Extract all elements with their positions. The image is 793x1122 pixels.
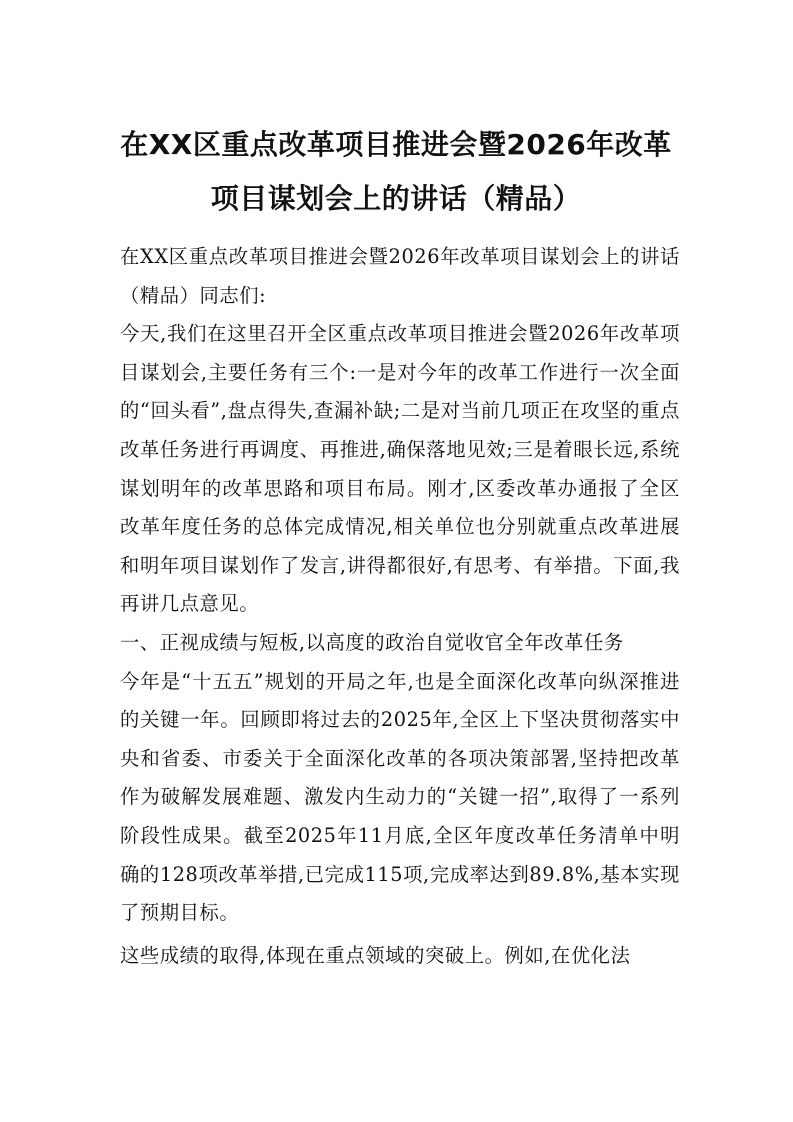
section-heading-1: 一、正视成绩与短板,以高度的政治自觉收官全年改革任务 <box>120 630 624 654</box>
title-line-1: 在XX区重点改革项目推进会暨2026年改革 <box>120 128 672 161</box>
paragraph-opening: 今天,我们在这里召开全区重点改革项目推进会暨2026年改革项目谋划会,主要任务有三个:一是对今年的改革工作进行一次全面的“回头看”,盘点得失,查漏补缺;二是对当前几项正在攻坚的重点改革任务进行再调度、再推进,确保落地见效;三是着眼长远,系统谋划明年的改革思路和项目布局。刚才,区委改革办通报了全区改革年度任务的总体完成情况,相关单位也分别就重点改革进展和明年项目谋划作了发言,讲得都很好,有思考、有举措。下面,我再讲几点意见。 <box>120 322 680 616</box>
paragraph-achievements: 今年是“十五五”规划的开局之年,也是全面深化改革向纵深推进的关键一年。回顾即将过去的2025年,全区上下坚决贯彻落实中央和省委、市委关于全面深化改革的各项决策部署,坚持把改革作为破解发展难题、激发内生动力的“关键一招”,取得了一系列阶段性成果。截至2025年11月底,全区年度改革任务清单中明确的128项改革举措,已完成115项,完成率达到89.8%,基本实现了预期目标。 <box>120 669 680 925</box>
document-title <box>112 118 680 226</box>
document-body <box>120 238 680 975</box>
paragraph-breakthroughs: 这些成绩的取得,体现在重点领域的突破上。例如,在优化法 <box>120 943 631 967</box>
intro-paragraph: 在XX区重点改革项目推进会暨2026年改革项目谋划会上的讲话（精品）同志们: <box>120 245 680 307</box>
title-line-2: 项目谋划会上的讲话（精品） <box>210 182 582 215</box>
